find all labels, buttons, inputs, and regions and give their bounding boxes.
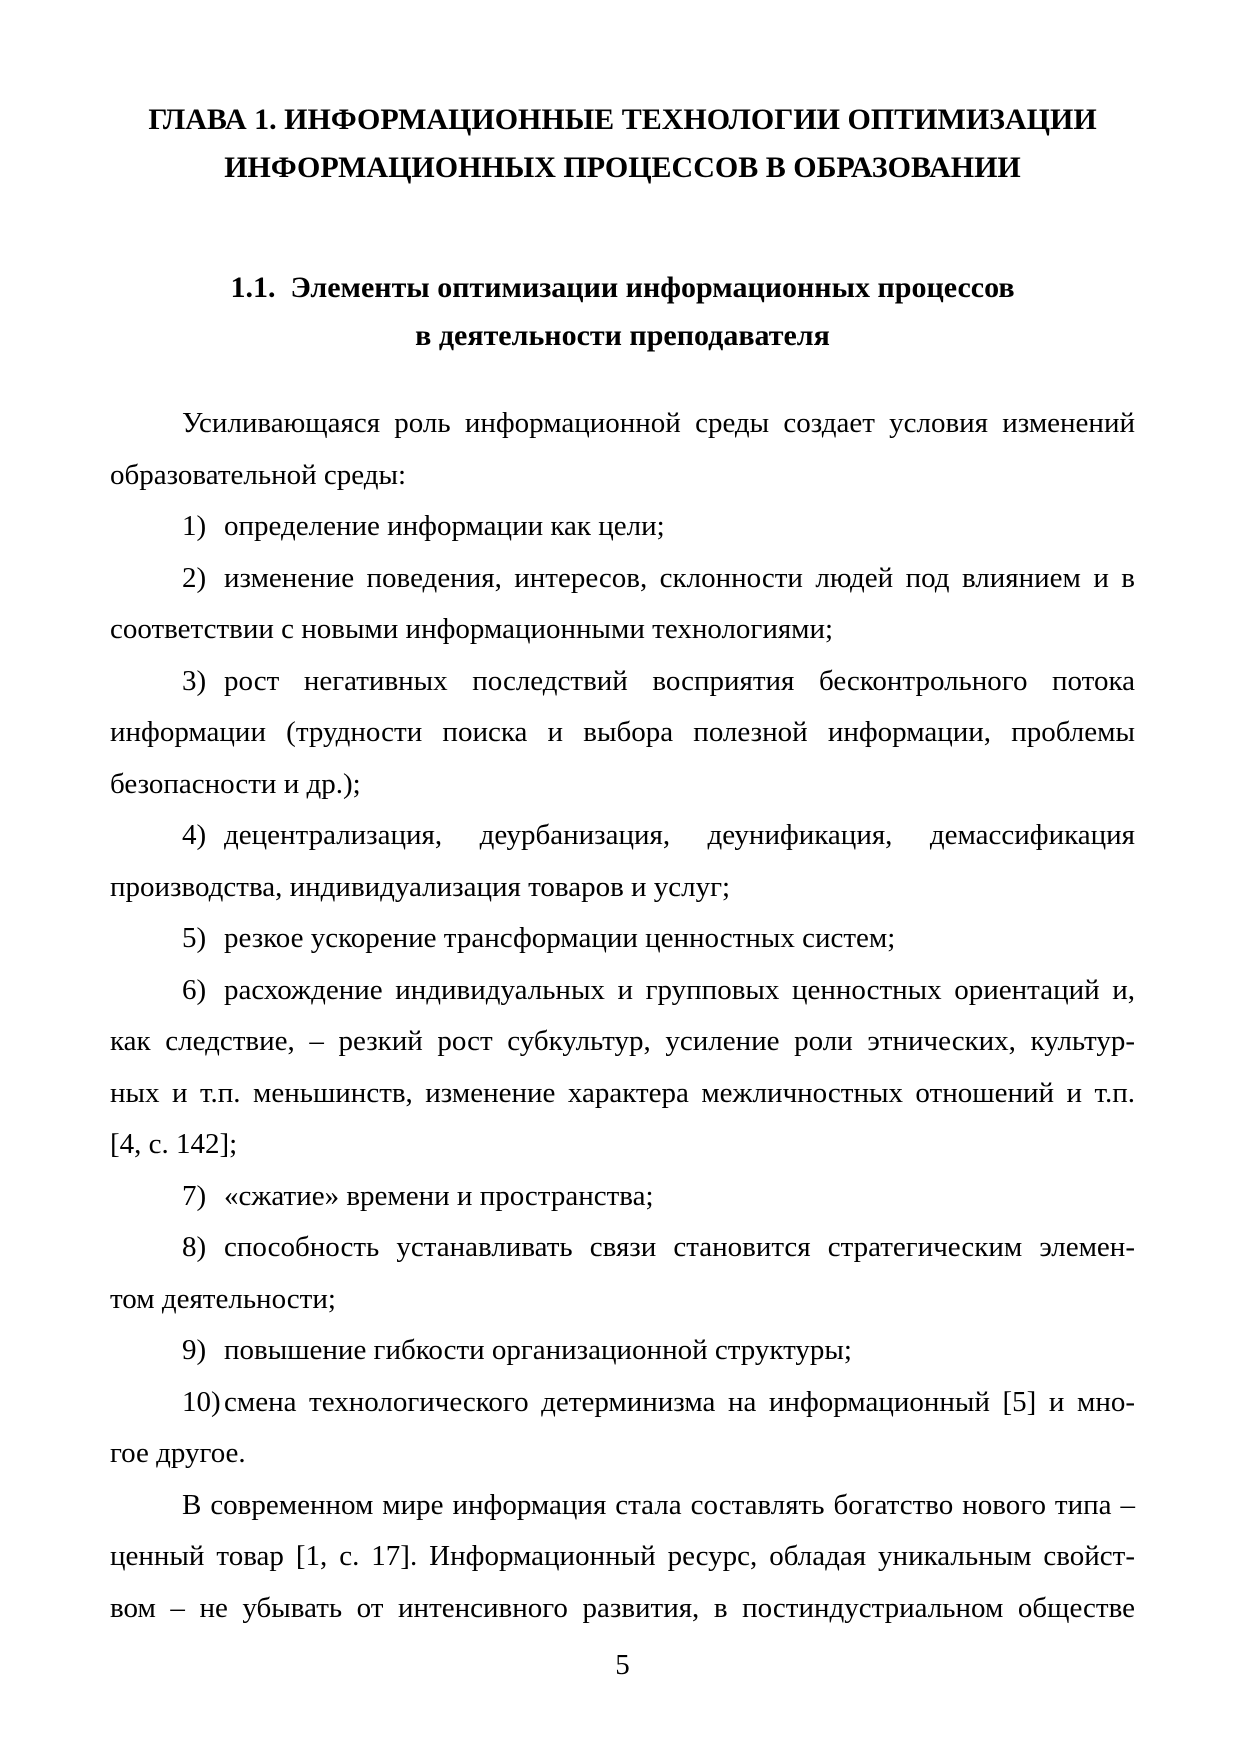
list-item-line: 5) резкое ускорение трансформации ценностных систем; (110, 913, 1135, 965)
list-item-line: 9) повышение гибкости организационной структуры; (110, 1325, 1135, 1377)
text-line: вом – не убывать от интенсивного развития, в постиндустриальном обществе (110, 1591, 1135, 1624)
section-title-line-2: в деятельности преподавателя (415, 319, 830, 352)
list-item-line: 6) расхождение индивидуальных и групповых ценностных ориентаций и, (110, 965, 1135, 1017)
text-line: ценный товар [1, с. 17]. Информационный ресурс, обладая уникальным свойст- (110, 1540, 1135, 1572)
list-item-line: 4) децентрализация, деурбанизация, деунификация, демассификация (110, 810, 1135, 862)
text-line: гое другое. (110, 1437, 246, 1469)
body-text (110, 398, 1135, 1634)
list-number: 4) (182, 819, 207, 851)
list-number: 1) (182, 510, 207, 542)
section-title-line-1: 1.1. Элементы оптимизации информационных процессов (230, 271, 1015, 304)
list-number: 9) (182, 1334, 207, 1366)
text-line: образовательной среды: (110, 458, 407, 491)
chapter-title-line-2: ИНФОРМАЦИОННЫХ ПРОЦЕССОВ В ОБРАЗОВАНИИ (224, 151, 1021, 184)
text-line: [4, с. 142]; (110, 1128, 238, 1160)
chapter-title-line-1: ГЛАВА 1. ИНФОРМАЦИОННЫЕ ТЕХНОЛОГИИ ОПТИМИЗАЦИИ (148, 103, 1097, 136)
text-line: производства, индивидуализация товаров и услуг; (110, 870, 731, 903)
text-line: соответствии с новыми информационными технологиями; (110, 613, 834, 645)
text-line: ных и т.п. меньшинств, изменение характера межличностных отношений и т.п. (110, 1076, 1135, 1109)
list-number: 3) (182, 664, 207, 697)
list-item-line: 2) изменение поведения, интересов, склонности людей под влиянием и в (110, 553, 1135, 605)
list-number: 2) (182, 561, 207, 594)
section-title (110, 264, 1135, 360)
list-item-line: 3) рост негативных последствий восприятия бесконтрольного потока (110, 656, 1135, 708)
text-line: Усиливающаяся роль информационной среды создает условия изменений (182, 407, 1135, 439)
page-number: 5 (615, 1649, 630, 1681)
list-number: 5) (182, 922, 207, 954)
list-item-line: 8) способность устанавливать связи становится стратегическим элемен- (110, 1222, 1135, 1274)
list-number: 7) (182, 1179, 207, 1212)
chapter-title (110, 0, 1135, 192)
text-line: В современном мире информация стала составлять богатство нового типа – (182, 1488, 1135, 1521)
text-line: том деятельности; (110, 1282, 336, 1315)
list-item-line: 7) «сжатие» времени и пространства; (110, 1171, 1135, 1223)
text-line: безопасности и др.); (110, 767, 361, 800)
text-line: как следствие, – резкий рост субкультур, усиление роли этнических, культур- (110, 1025, 1135, 1057)
list-number: 10) (182, 1385, 221, 1418)
list-number: 6) (182, 973, 207, 1006)
list-number: 8) (182, 1231, 207, 1263)
list-item-line: 1) определение информации как цели; (110, 501, 1135, 553)
text-line: информации (трудности поиска и выбора полезной информации, проблемы (110, 716, 1135, 748)
list-item-line: 10) смена технологического детерминизма на информационный [5] и мно- (110, 1377, 1135, 1429)
